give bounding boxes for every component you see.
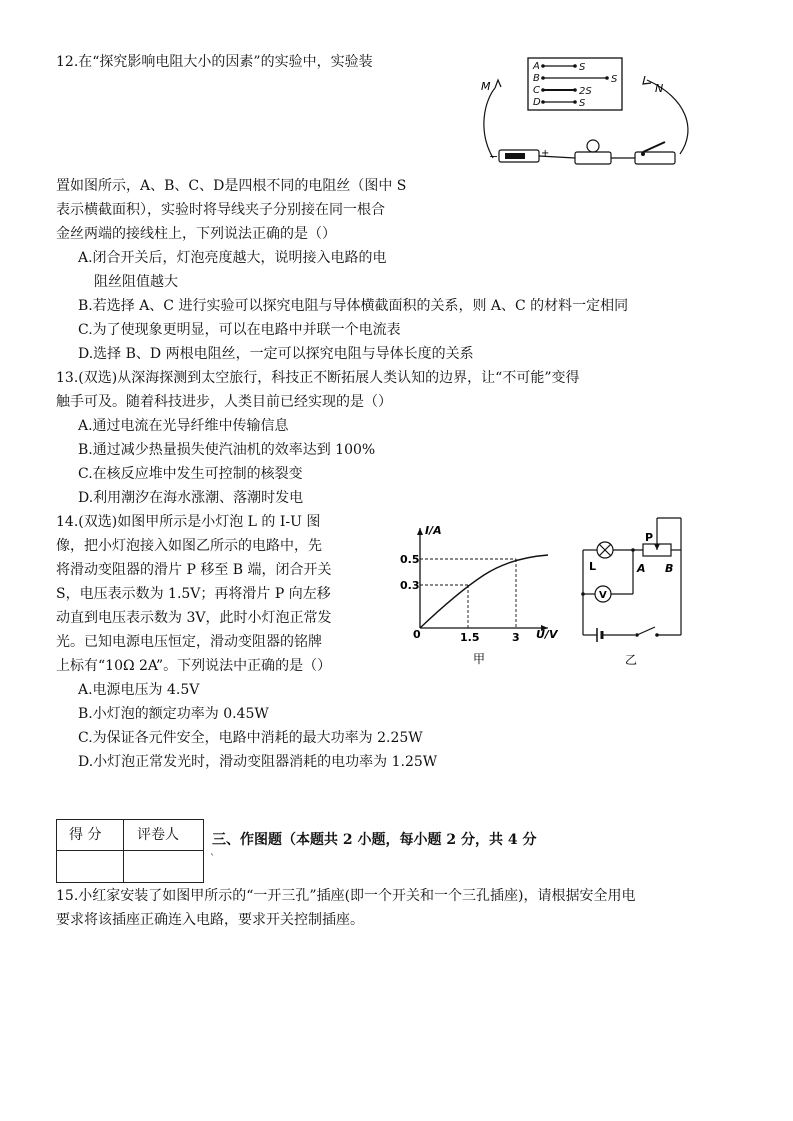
section3-stray-mark: ` xyxy=(210,854,215,865)
graph-xtick-1-5: 1.5 xyxy=(460,631,480,644)
score-label: 得 分 xyxy=(69,827,102,843)
q12-option-a: A.闭合开关后，灯泡亮度越大，说明接入电路的电 xyxy=(78,250,387,266)
q14-option-a: A.电源电压为 4.5V xyxy=(78,682,200,698)
circuit-label-l: L xyxy=(589,560,597,573)
circuit-caption: 乙 xyxy=(625,653,638,667)
graph-ylabel: I/A xyxy=(425,524,442,537)
clip-n-label: N xyxy=(655,82,664,95)
graph-caption: 甲 xyxy=(473,652,486,666)
circuit-label-b: B xyxy=(665,562,674,575)
q12-option-c: C.为了使现象更明显，可以在电路中并联一个电流表 xyxy=(78,322,401,338)
q12-option-b: B.若选择 A、C 进行实验可以探究电阻与导体横截面积的关系，则 A、C 的材料一定相同 xyxy=(78,298,629,314)
clip-m-label: M xyxy=(481,80,491,93)
graph-xlabel: U/V xyxy=(536,628,558,641)
q14-stem-line4: S，电压表示数为 1.5V；再将滑片 P 向左移 xyxy=(56,586,331,602)
wire-area-c: 2S xyxy=(579,86,592,97)
wire-label-d: D xyxy=(533,97,541,108)
graph-ytick-0-5: 0.5 xyxy=(400,553,420,566)
score-table xyxy=(56,819,204,883)
q13-stem-line1: 13.(双选)从深海探测到太空旅行，科技正不断拓展人类认知的边界，让“不可能”变得 xyxy=(56,370,580,386)
q14-stem-line7: 上标有“10Ω 2A”。下列说法中正确的是（） xyxy=(56,658,332,674)
q12-option-d: D.选择 B、D 两根电阻丝，一定可以探究电阻与导体长度的关系 xyxy=(78,346,474,362)
q14-circuit-diagram xyxy=(575,510,690,670)
q14-option-b: B.小灯泡的额定功率为 0.45W xyxy=(78,706,269,722)
q12-stem-line3: 表示横截面积），实验时将导线夹子分别接在同一根合 xyxy=(56,202,385,218)
battery-plus: + xyxy=(541,148,550,159)
graph-xtick-3: 3 xyxy=(512,631,520,644)
q14-stem-line3: 将滑动变阻器的滑片 P 移至 B 端，闭合开关 xyxy=(56,562,332,578)
wire-area-d: S xyxy=(579,98,586,109)
graph-ytick-0-3: 0.3 xyxy=(400,579,420,592)
score-cell-value xyxy=(57,851,124,882)
q12-apparatus-figure xyxy=(475,50,705,180)
q13-option-a: A.通过电流在光导纤维中传输信息 xyxy=(78,418,289,434)
wire-area-b: S xyxy=(611,74,618,85)
wire-area-a: S xyxy=(579,62,586,73)
q15-stem-line2: 要求将该插座正确连入电路，要求开关控制插座。 xyxy=(56,912,364,928)
q12-stem-line2: 置如图所示，A、B、C、D是四根不同的电阻丝（图中 S xyxy=(56,178,407,194)
iu-curve xyxy=(420,555,548,628)
q14-stem-line2: 像，把小灯泡接入如图乙所示的电路中，先 xyxy=(56,538,322,554)
wire-label-b: B xyxy=(533,73,540,84)
q13-option-d: D.利用潮汐在海水涨潮、落潮时发电 xyxy=(78,490,304,506)
q15-stem-line1: 15.小红家安装了如图甲所示的“一开三孔”插座(即一个开关和一个三孔插座)，请根据安全用电 xyxy=(56,888,636,904)
circuit-label-v: V xyxy=(599,590,607,601)
q12-stem-line4: 金丝两端的接线柱上，下列说法正确的是（） xyxy=(56,226,336,242)
q14-iu-graph xyxy=(398,520,563,670)
grader-cell-value xyxy=(124,851,203,882)
section3-title: 三、作图题（本题共 2 小题，每小题 2 分，共 4 分 xyxy=(212,832,537,848)
wire-label-a: A xyxy=(533,61,540,72)
battery-minus: − xyxy=(489,150,499,163)
q14-option-d: D.小灯泡正常发光时，滑动变阻器消耗的电功率为 1.25W xyxy=(78,754,438,770)
q14-stem-line6: 光。已知电源电压恒定，滑动变阻器的铭牌 xyxy=(56,634,322,650)
wire-label-c: C xyxy=(533,85,540,96)
grader-label: 评卷人 xyxy=(137,827,179,843)
graph-origin: 0 xyxy=(413,628,421,641)
q12-option-a-cont: 阻丝阻值越大 xyxy=(94,274,178,290)
circuit-label-a: A xyxy=(637,562,646,575)
q13-option-c: C.在核反应堆中发生可控制的核裂变 xyxy=(78,466,303,482)
q14-stem-line5: 动直到电压表示数为 3V，此时小灯泡正常发 xyxy=(56,610,332,626)
q14-option-c: C.为保证各元件安全，电路中消耗的最大功率为 2.25W xyxy=(78,730,423,746)
q12-stem-line1: 12.在“探究影响电阻大小的因素”的实验中，实验装 xyxy=(56,54,373,70)
q13-option-b: B.通过减少热量损失使汽油机的效率达到 100% xyxy=(78,442,376,458)
circuit-label-p: P xyxy=(645,531,654,544)
q13-stem-line2: 触手可及。随着科技进步，人类目前已经实现的是（） xyxy=(56,394,392,410)
q14-stem-line1: 14.(双选)如图甲所示是小灯泡 L 的 I-U 图 xyxy=(56,514,321,530)
